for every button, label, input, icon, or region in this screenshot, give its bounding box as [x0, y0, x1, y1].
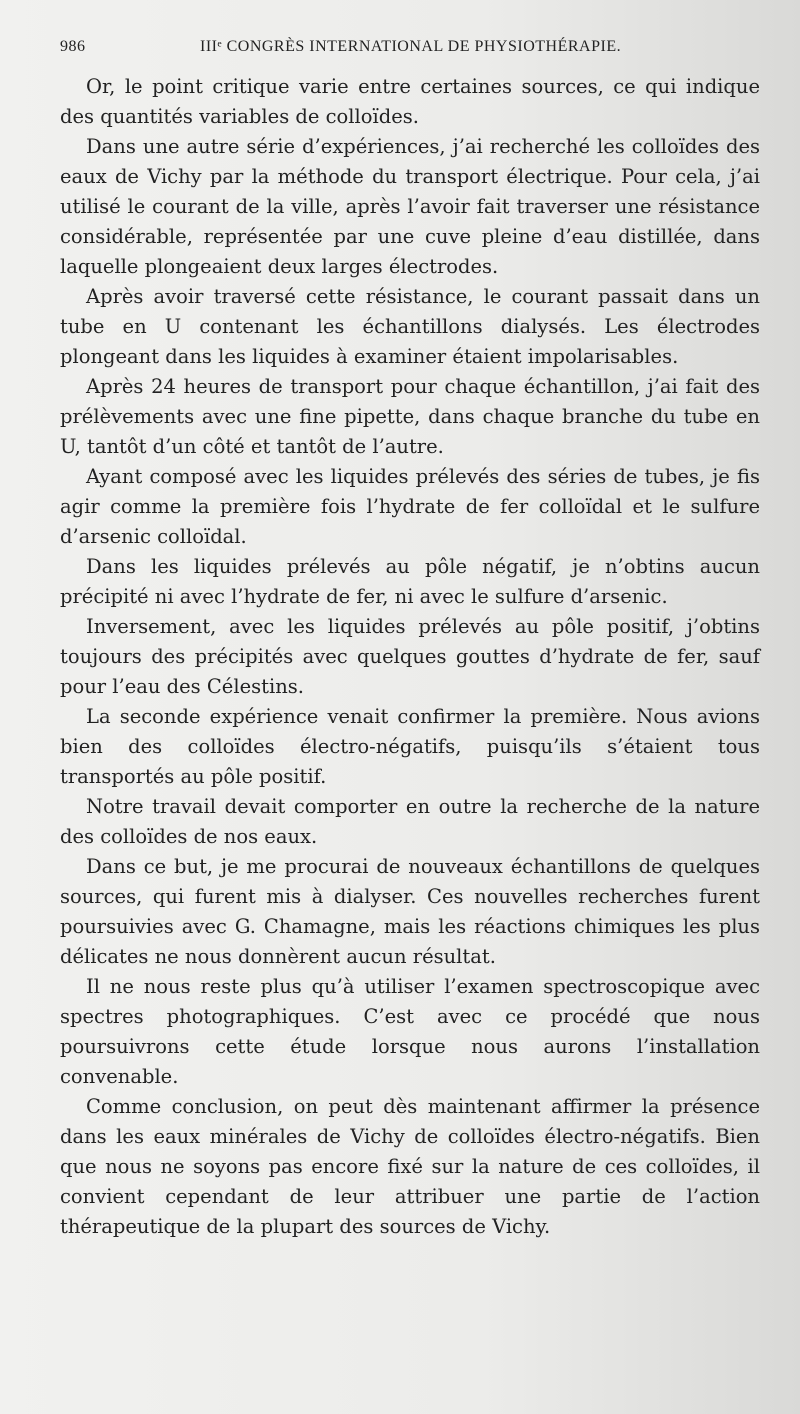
paragraph: Ayant composé avec les liquides prélevés des séries de tubes, je fis agir comme la première fois l’hydrate de fer colloïdal et le sulfure d’arsenic colloïdal.	[60, 465, 760, 548]
paragraph: Après 24 heures de transport pour chaque échantillon, j’ai fait des prélèvements avec une fine pipette, dans chaque branche du tube en U, tantôt d’un côté et tantôt de l’autre.	[60, 375, 760, 458]
paragraph: Dans ce but, je me procurai de nouveaux échantillons de quelques sources, qui furent mis à dialyser. Ces nouvelles recherches furent poursuivies avec G. Chamagne, mais les réactions chimiques les plus délicates ne nous donnèrent aucun résultat.	[60, 855, 760, 968]
paragraph: Dans une autre série d’expériences, j’ai recherché les colloïdes des eaux de Vichy par la méthode du transport électrique. Pour cela, j’ai utilisé le courant de la ville, après l’avoir fait traverser une résistance considérable, représentée par une cuve pleine d’eau distillée, dans laquelle plongeaient deux larges électrodes.	[60, 135, 760, 278]
paragraph: La seconde expérience venait confirmer la première. Nous avions bien des colloïdes électro-négatifs, puisqu’ils s’étaient tous transportés au pôle positif.	[60, 705, 760, 788]
running-header	[60, 38, 760, 68]
paragraph: Il ne nous reste plus qu’à utiliser l’examen spectroscopique avec spectres photographiques. C’est avec ce procédé que nous poursuivrons cette étude lorsque nous aurons l’installation convenable.	[60, 975, 760, 1088]
paragraph: Inversement, avec les liquides prélevés au pôle positif, j’obtins toujours des précipités avec quelques gouttes d’hydrate de fer, sauf pour l’eau des Célestins.	[60, 615, 760, 698]
body-text	[60, 72, 760, 1242]
paragraph: Dans les liquides prélevés au pôle négatif, je n’obtins aucun précipité ni avec l’hydrate de fer, ni avec le sulfure d’arsenic.	[60, 555, 760, 608]
page-number: 986	[60, 38, 86, 55]
paragraph: Comme conclusion, on peut dès maintenant affirmer la présence dans les eaux minérales de Vichy de colloïdes électro-négatifs. Bien que nous ne soyons pas encore fixé sur la nature de ces colloïdes, il convient cependant de leur attribuer une partie de l’action thérapeutique de la plupart des sources de Vichy.	[60, 1095, 760, 1238]
paragraph: Notre travail devait comporter en outre la recherche de la nature des colloïdes de nos eaux.	[60, 795, 760, 848]
running-title: IIIᵉ CONGRÈS INTERNATIONAL DE PHYSIOTHÉRAPIE.	[200, 38, 622, 55]
paragraph: Or, le point critique varie entre certaines sources, ce qui indique des quantités variables de colloïdes.	[60, 75, 760, 128]
paragraph: Après avoir traversé cette résistance, le courant passait dans un tube en U contenant les échantillons dialysés. Les électrodes plongeant dans les liquides à examiner étaient impolarisables.	[60, 285, 760, 368]
